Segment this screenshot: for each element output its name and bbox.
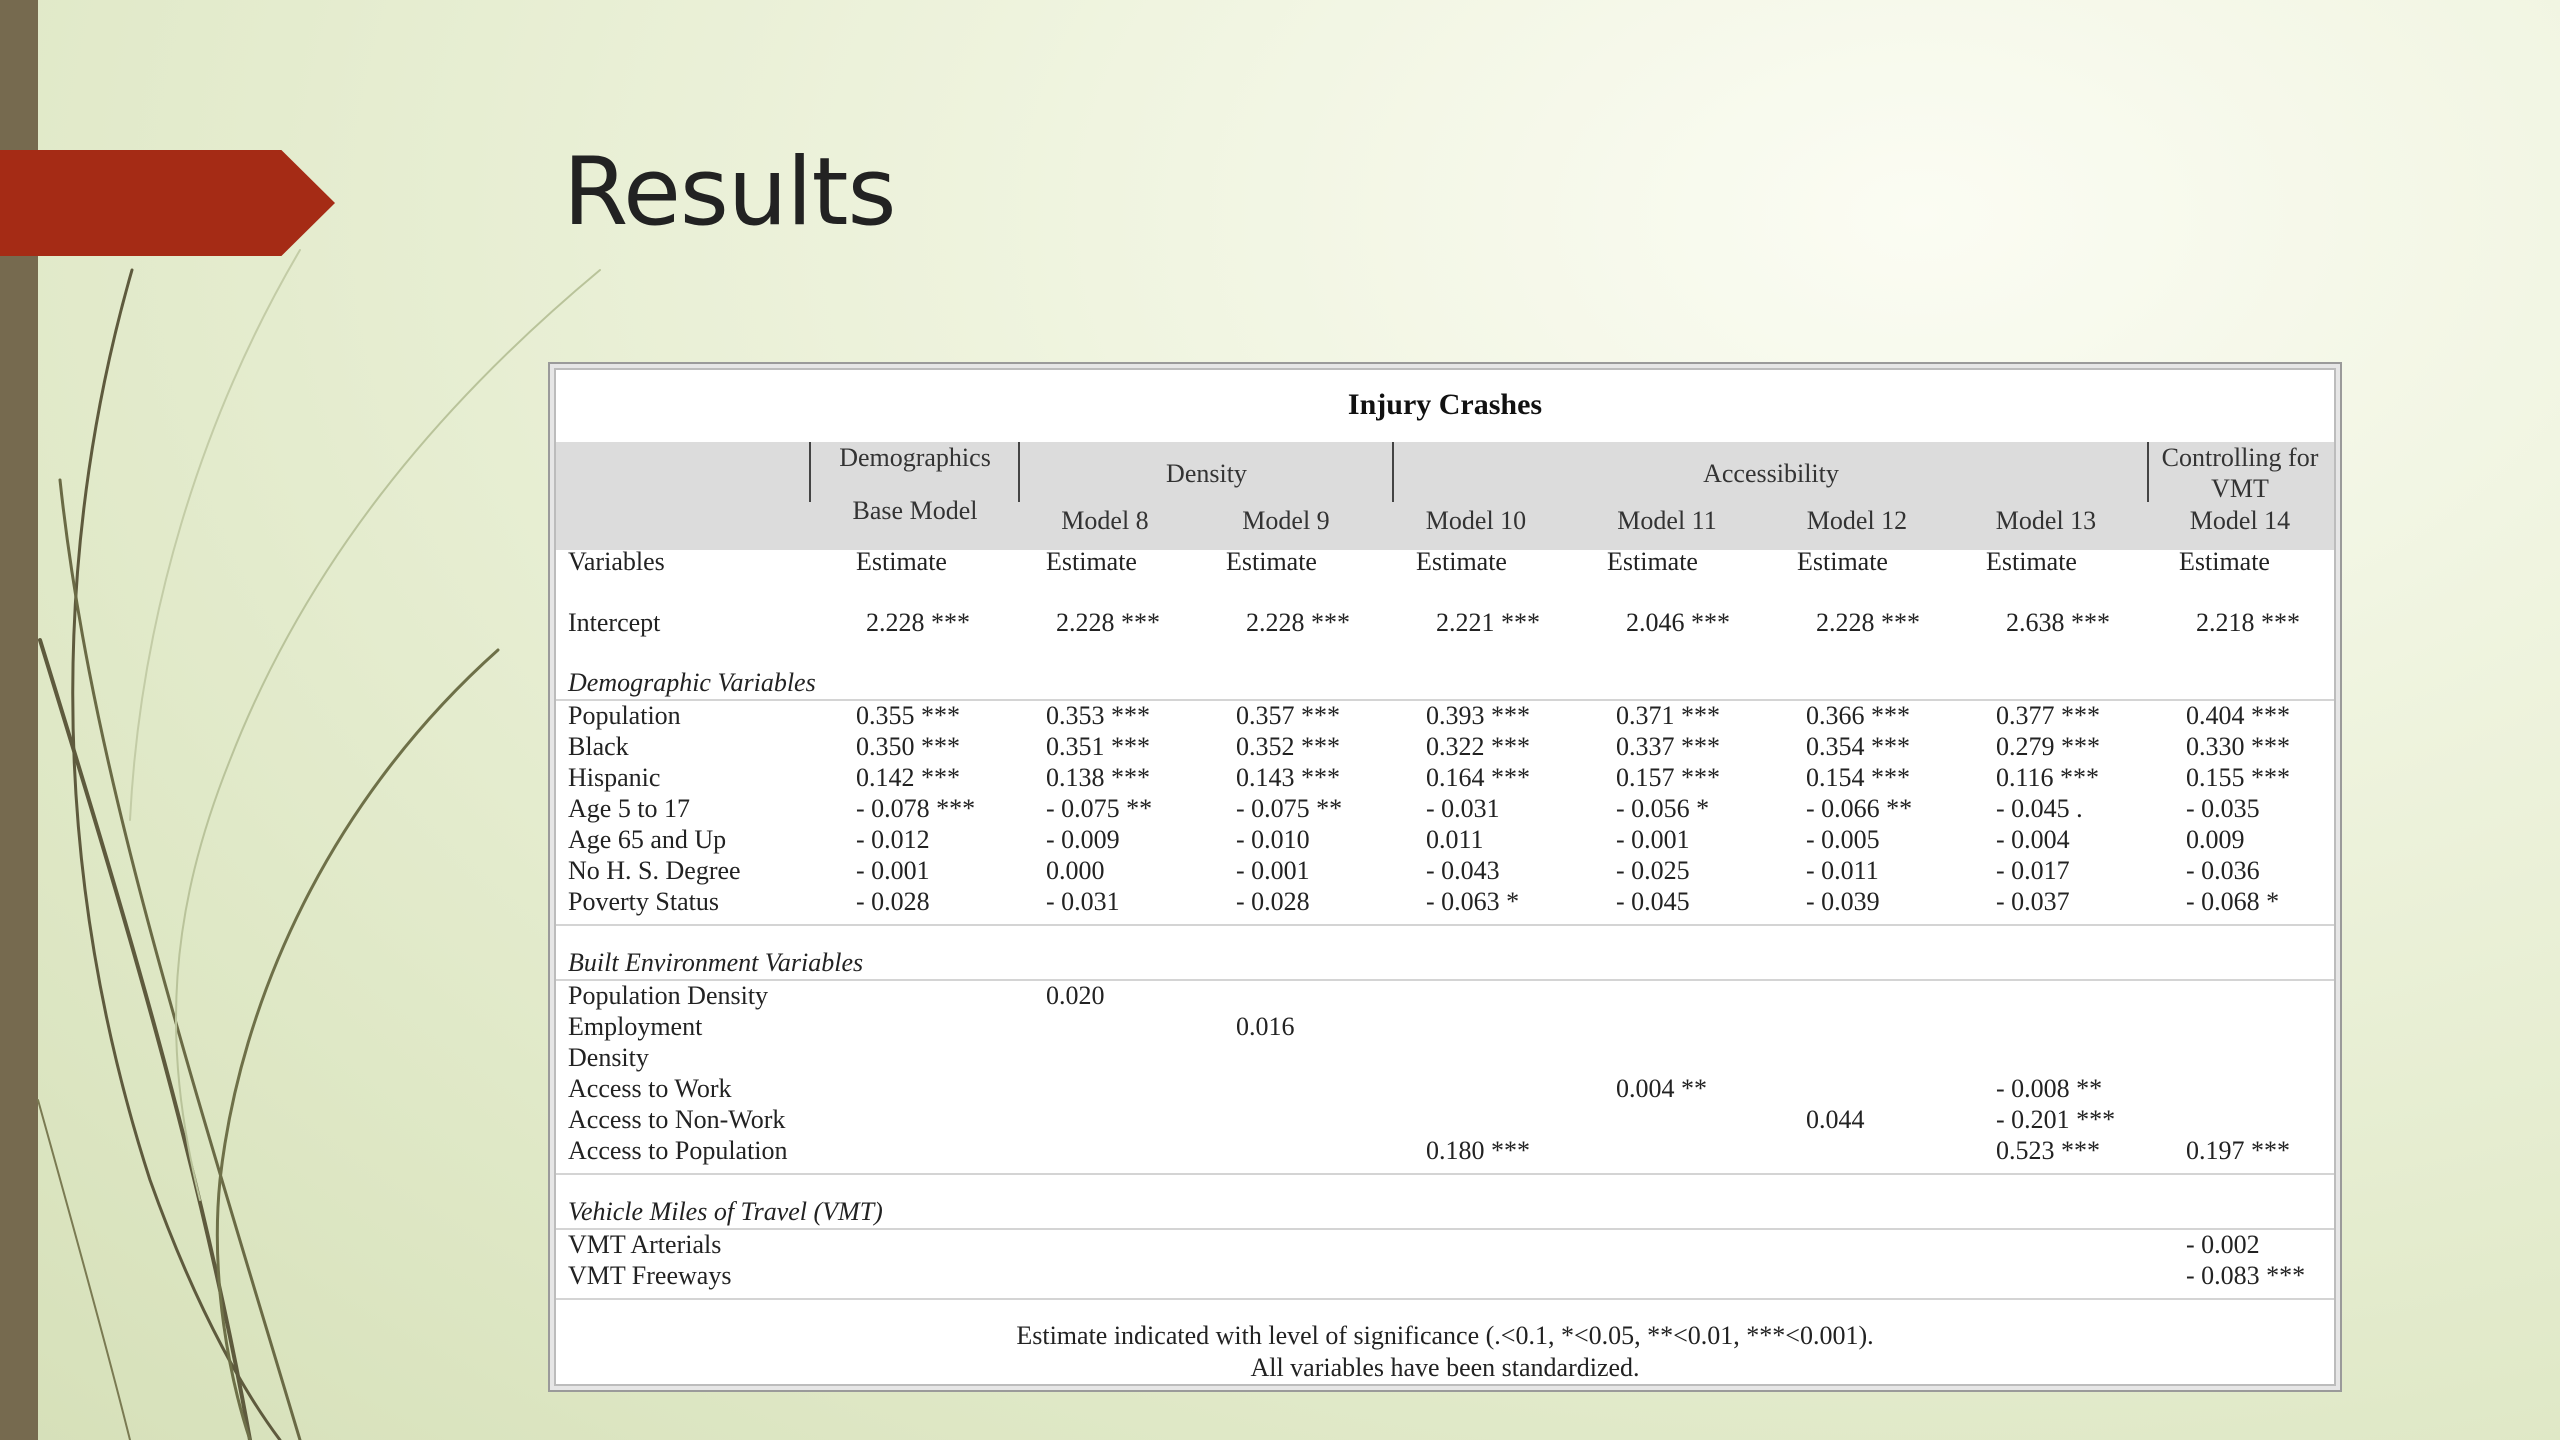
table-row	[556, 1012, 2334, 1043]
row-label: Employment	[568, 1012, 703, 1041]
cell-value: 0.279 ***	[1996, 732, 2100, 761]
table-row	[556, 701, 2334, 732]
cell-value: 0.366 ***	[1806, 701, 1910, 730]
row-label: Intercept	[568, 608, 661, 637]
table-row	[556, 1105, 2334, 1136]
table-row	[556, 856, 2334, 887]
cell-value: - 0.028	[1236, 887, 1310, 916]
model-label-10: Model 10	[1425, 506, 1527, 535]
row-label: No H. S. Degree	[568, 856, 741, 885]
cell-value: - 0.037	[1996, 887, 2070, 916]
cell-value: 0.352 ***	[1236, 732, 1340, 761]
cell-value: 0.020	[1046, 981, 1105, 1010]
table-row	[556, 1074, 2334, 1105]
header-divider	[1018, 442, 1020, 502]
estimate-header: Estimate	[1607, 547, 1698, 576]
cell-value: 0.355 ***	[856, 701, 960, 730]
estimate-header: Estimate	[2179, 547, 2270, 576]
cell-value: 0.164 ***	[1426, 763, 1530, 792]
estimate-header: Estimate	[1416, 547, 1507, 576]
cell-value: - 0.201 ***	[1996, 1105, 2116, 1134]
cell-value: - 0.028	[856, 887, 930, 916]
table-row	[556, 732, 2334, 763]
row-label: Poverty Status	[568, 887, 719, 916]
cell-value: 0.157 ***	[1616, 763, 1720, 792]
table-row	[556, 1136, 2334, 1167]
model-label-base: Base Model	[852, 496, 978, 525]
row-label: Population Density	[568, 981, 769, 1010]
cell-value: 0.197 ***	[2186, 1136, 2290, 1165]
header-divider	[2147, 442, 2149, 502]
estimate-header: Estimate	[856, 547, 947, 576]
cell-value: 2.638 ***	[2006, 608, 2110, 637]
model-label-11: Model 11	[1617, 506, 1717, 535]
cell-value: 2.228 ***	[1246, 608, 1350, 637]
row-label: Age 65 and Up	[568, 825, 727, 854]
cell-value: 0.116 ***	[1996, 763, 2100, 792]
table-title: Injury Crashes	[1347, 388, 1543, 421]
cell-value: 0.016	[1236, 1012, 1295, 1041]
row-label: Density	[568, 1043, 649, 1072]
group-label-controlling-vmt: Controlling for VMT	[2161, 443, 2319, 503]
cell-value: 2.228 ***	[1816, 608, 1920, 637]
cell-value: - 0.010	[1236, 825, 1310, 854]
cell-value: - 0.001	[1616, 825, 1690, 854]
cell-value: 0.330 ***	[2186, 732, 2290, 761]
cell-value: - 0.005	[1806, 825, 1880, 854]
cell-value: 0.004 **	[1616, 1074, 1707, 1103]
cell-value: - 0.008 **	[1996, 1074, 2103, 1103]
cell-value: - 0.075 **	[1046, 794, 1153, 823]
cell-value: 0.337 ***	[1616, 732, 1720, 761]
group-label-accessibility: Accessibility	[1703, 459, 1839, 488]
model-label-12: Model 12	[1806, 506, 1908, 535]
cell-value: - 0.011	[1806, 856, 1879, 885]
estimate-header: Estimate	[1797, 547, 1888, 576]
row-label: VMT Freeways	[568, 1261, 732, 1290]
cell-value: 0.138 ***	[1046, 763, 1150, 792]
cell-value: - 0.078 ***	[856, 794, 976, 823]
estimate-header: Estimate	[1986, 547, 2077, 576]
row-label: VMT Arterials	[568, 1230, 722, 1259]
table-row	[556, 825, 2334, 856]
cell-value: - 0.066 **	[1806, 794, 1913, 823]
cell-value: 0.523 ***	[1996, 1136, 2100, 1165]
section-divider	[556, 924, 2334, 926]
table-row	[556, 763, 2334, 794]
cell-value: - 0.004	[1996, 825, 2070, 854]
cell-value: - 0.001	[856, 856, 930, 885]
cell-value: 2.046 ***	[1626, 608, 1730, 637]
group-label-density: Density	[1166, 459, 1247, 488]
cell-value: - 0.056 *	[1616, 794, 1710, 823]
results-table-inner	[554, 368, 2336, 1386]
cell-value: - 0.031	[1046, 887, 1120, 916]
cell-value: 0.322 ***	[1426, 732, 1530, 761]
section-heading: Vehicle Miles of Travel (VMT)	[568, 1197, 883, 1226]
cell-value: 0.143 ***	[1236, 763, 1340, 792]
cell-value: 0.351 ***	[1046, 732, 1150, 761]
cell-value: - 0.017	[1996, 856, 2070, 885]
cell-value: - 0.012	[856, 825, 930, 854]
cell-value: 2.228 ***	[866, 608, 970, 637]
section-heading: Built Environment Variables	[568, 948, 864, 977]
row-label: Access to Population	[568, 1136, 788, 1165]
title-tag-arrow	[0, 150, 335, 256]
group-label-demographics: Demographics	[839, 443, 991, 472]
cell-value: 0.000	[1046, 856, 1105, 885]
cell-value: - 0.009	[1046, 825, 1120, 854]
cell-value: 0.180 ***	[1426, 1136, 1530, 1165]
table-row-intercept	[556, 608, 2334, 639]
row-label: Access to Non-Work	[568, 1105, 786, 1134]
table-row	[556, 981, 2334, 1012]
row-label: Age 5 to 17	[568, 794, 691, 823]
cell-value: - 0.083 ***	[2186, 1261, 2306, 1290]
table-row	[556, 1230, 2334, 1261]
cell-value: 0.353 ***	[1046, 701, 1150, 730]
cell-value: 0.154 ***	[1806, 763, 1910, 792]
cell-value: 0.377 ***	[1996, 701, 2100, 730]
cell-value: 0.357 ***	[1236, 701, 1340, 730]
cell-value: 0.393 ***	[1426, 701, 1530, 730]
cell-value: 0.142 ***	[856, 763, 960, 792]
row-label: Access to Work	[568, 1074, 732, 1103]
row-label: Black	[568, 732, 629, 761]
section-divider	[556, 1298, 2334, 1300]
footnote-standardized: All variables have been standardized.	[1250, 1353, 1640, 1382]
row-label: Hispanic	[568, 763, 661, 792]
section-divider	[556, 1173, 2334, 1175]
footnote-significance: Estimate indicated with level of significance (.<0.1, *<0.05, **<0.01, ***<0.001).	[1016, 1321, 1874, 1350]
variables-header: Variables	[568, 547, 665, 576]
cell-value: - 0.068 *	[2186, 887, 2280, 916]
cell-value: - 0.002	[2186, 1230, 2260, 1259]
cell-value: - 0.025	[1616, 856, 1690, 885]
model-label-13: Model 13	[1995, 506, 2097, 535]
cell-value: - 0.045	[1616, 887, 1690, 916]
cell-value: 0.011	[1426, 825, 1484, 854]
row-label: Population	[568, 701, 681, 730]
estimate-header: Estimate	[1226, 547, 1317, 576]
cell-value: - 0.075 **	[1236, 794, 1343, 823]
estimate-header: Estimate	[1046, 547, 1137, 576]
cell-value: 0.009	[2186, 825, 2245, 854]
cell-value: - 0.039	[1806, 887, 1880, 916]
cell-value: 2.221 ***	[1436, 608, 1540, 637]
table-row	[556, 887, 2334, 918]
table-row	[556, 1261, 2334, 1292]
cell-value: 0.350 ***	[856, 732, 960, 761]
cell-value: 0.044	[1806, 1105, 1865, 1134]
cell-value: - 0.063 *	[1426, 887, 1520, 916]
cell-value: 2.218 ***	[2196, 608, 2300, 637]
slide-title: Results	[563, 138, 896, 247]
section-heading: Demographic Variables	[568, 668, 816, 697]
cell-value: 0.155 ***	[2186, 763, 2290, 792]
header-divider	[1392, 442, 1394, 502]
model-label-8: Model 8	[1061, 506, 1149, 535]
table-row	[556, 794, 2334, 825]
model-label-9: Model 9	[1242, 506, 1330, 535]
model-label-14: Model 14	[2189, 506, 2291, 535]
cell-value: - 0.031	[1426, 794, 1500, 823]
cell-value: - 0.043	[1426, 856, 1500, 885]
table-row	[556, 1043, 2334, 1074]
results-table	[548, 362, 2342, 1392]
cell-value: 0.404 ***	[2186, 701, 2290, 730]
cell-value: 0.371 ***	[1616, 701, 1720, 730]
cell-value: 0.354 ***	[1806, 732, 1910, 761]
cell-value: - 0.036	[2186, 856, 2260, 885]
cell-value: - 0.045 .	[1996, 794, 2083, 823]
cell-value: - 0.001	[1236, 856, 1310, 885]
header-divider	[809, 442, 811, 502]
cell-value: - 0.035	[2186, 794, 2260, 823]
estimate-header-row	[556, 547, 2334, 578]
cell-value: 2.228 ***	[1056, 608, 1160, 637]
